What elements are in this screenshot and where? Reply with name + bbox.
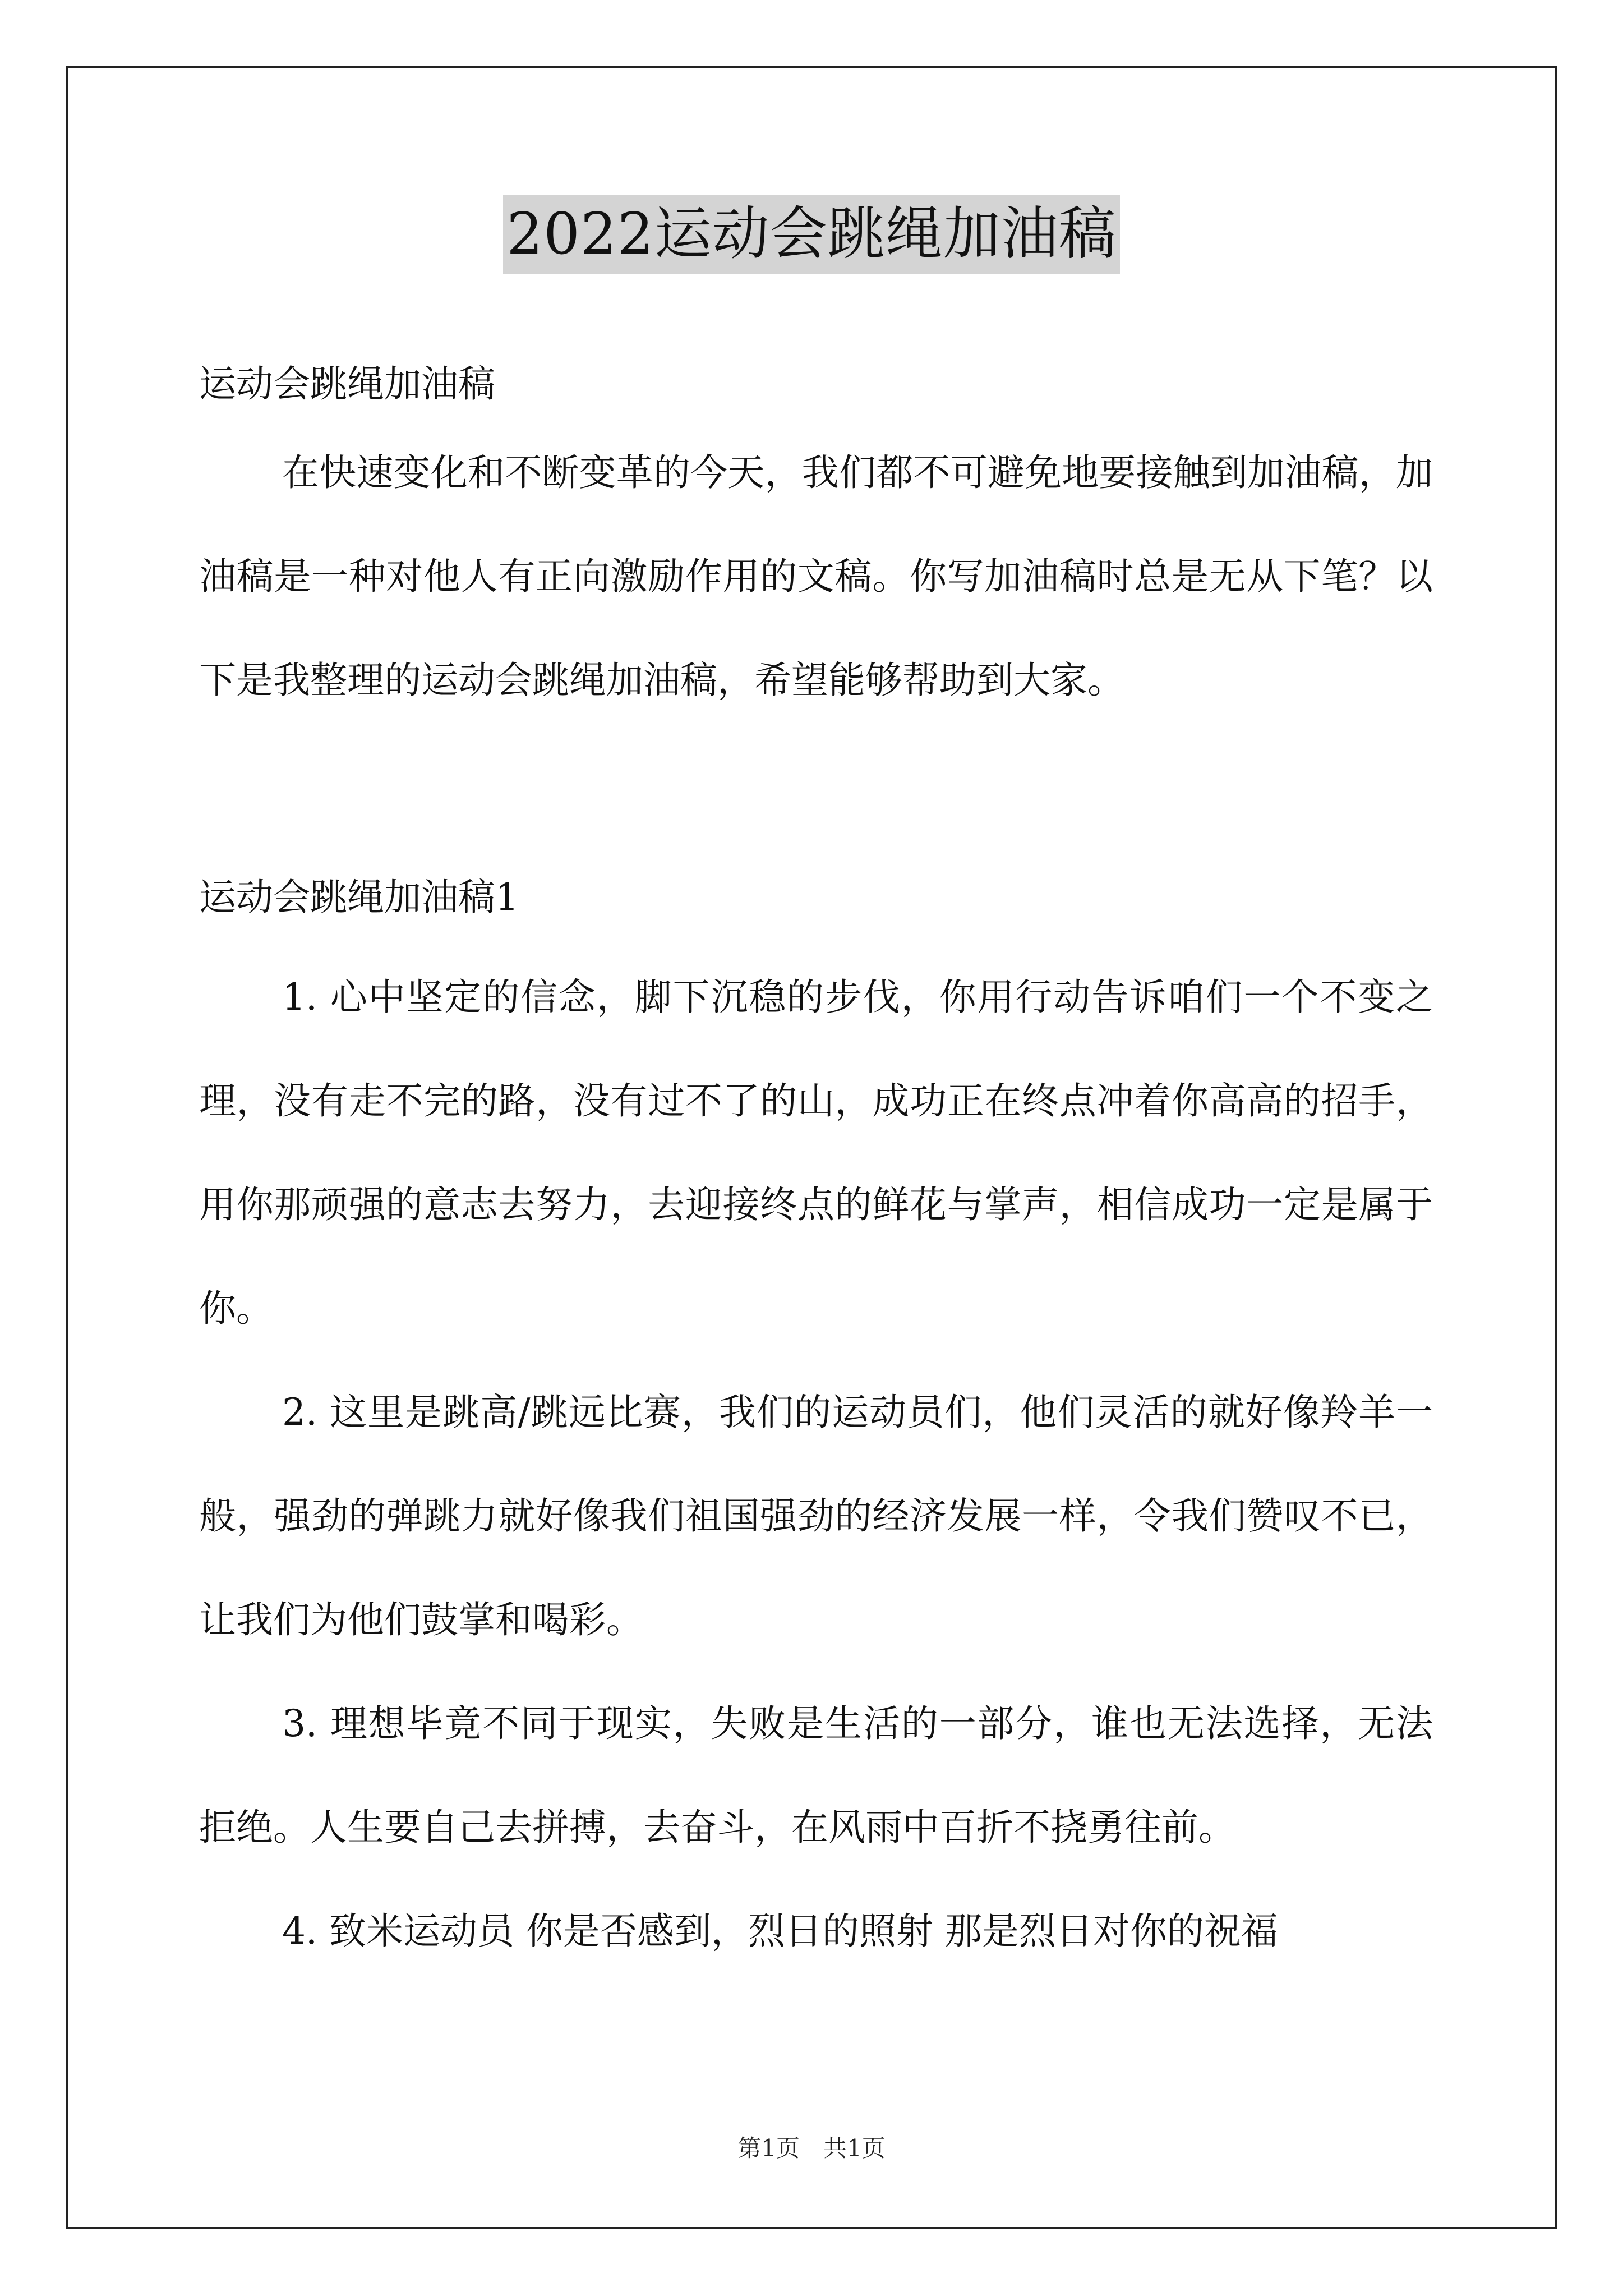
list-item-1: 1. 心中坚定的信念，脚下沉稳的步伐，你用行动告诉咱们一个不变之理，没有走不完的路，没有过不了的山，成功正在终点冲着你高高的招手，用你那顽强的意志去努力，去迎接终点的鲜花与掌声，相信成功一定是属于你。 xyxy=(199,976,1433,1330)
page-footer: 第1页 共1页 xyxy=(737,2134,886,2162)
intro-heading: 运动会跳绳加油稿 xyxy=(199,362,495,406)
list-item-4: 4. 致米运动员 你是否感到，烈日的照射 那是烈日对你的祝福 xyxy=(282,1910,1278,1953)
document-title: 2022运动会跳绳加油稿 xyxy=(503,195,1120,274)
title-container xyxy=(0,195,1623,274)
section-heading: 运动会跳绳加油稿1 xyxy=(199,876,519,919)
intro-paragraph: 在快速变化和不断变革的今天，我们都不可避免地要接触到加油稿，加油稿是一种对他人有正向激励作用的文稿。你写加油稿时总是无从下笔？以下是我整理的运动会跳绳加油稿，希望能够帮助到大家。 xyxy=(199,451,1433,702)
list-item-2: 2. 这里是跳高/跳远比赛，我们的运动员们，他们灵活的就好像羚羊一般，强劲的弹跳力就好像我们祖国强劲的经济发展一样，令我们赞叹不已，让我们为他们鼓掌和喝彩。 xyxy=(199,1391,1433,1641)
list-item-3: 3. 理想毕竟不同于现实，失败是生活的一部分，谁也无法选择，无法拒绝。人生要自己去拼搏，去奋斗，在风雨中百折不挠勇往前。 xyxy=(199,1702,1433,1849)
section-spacer xyxy=(199,732,1433,850)
document-body xyxy=(199,348,1433,1983)
